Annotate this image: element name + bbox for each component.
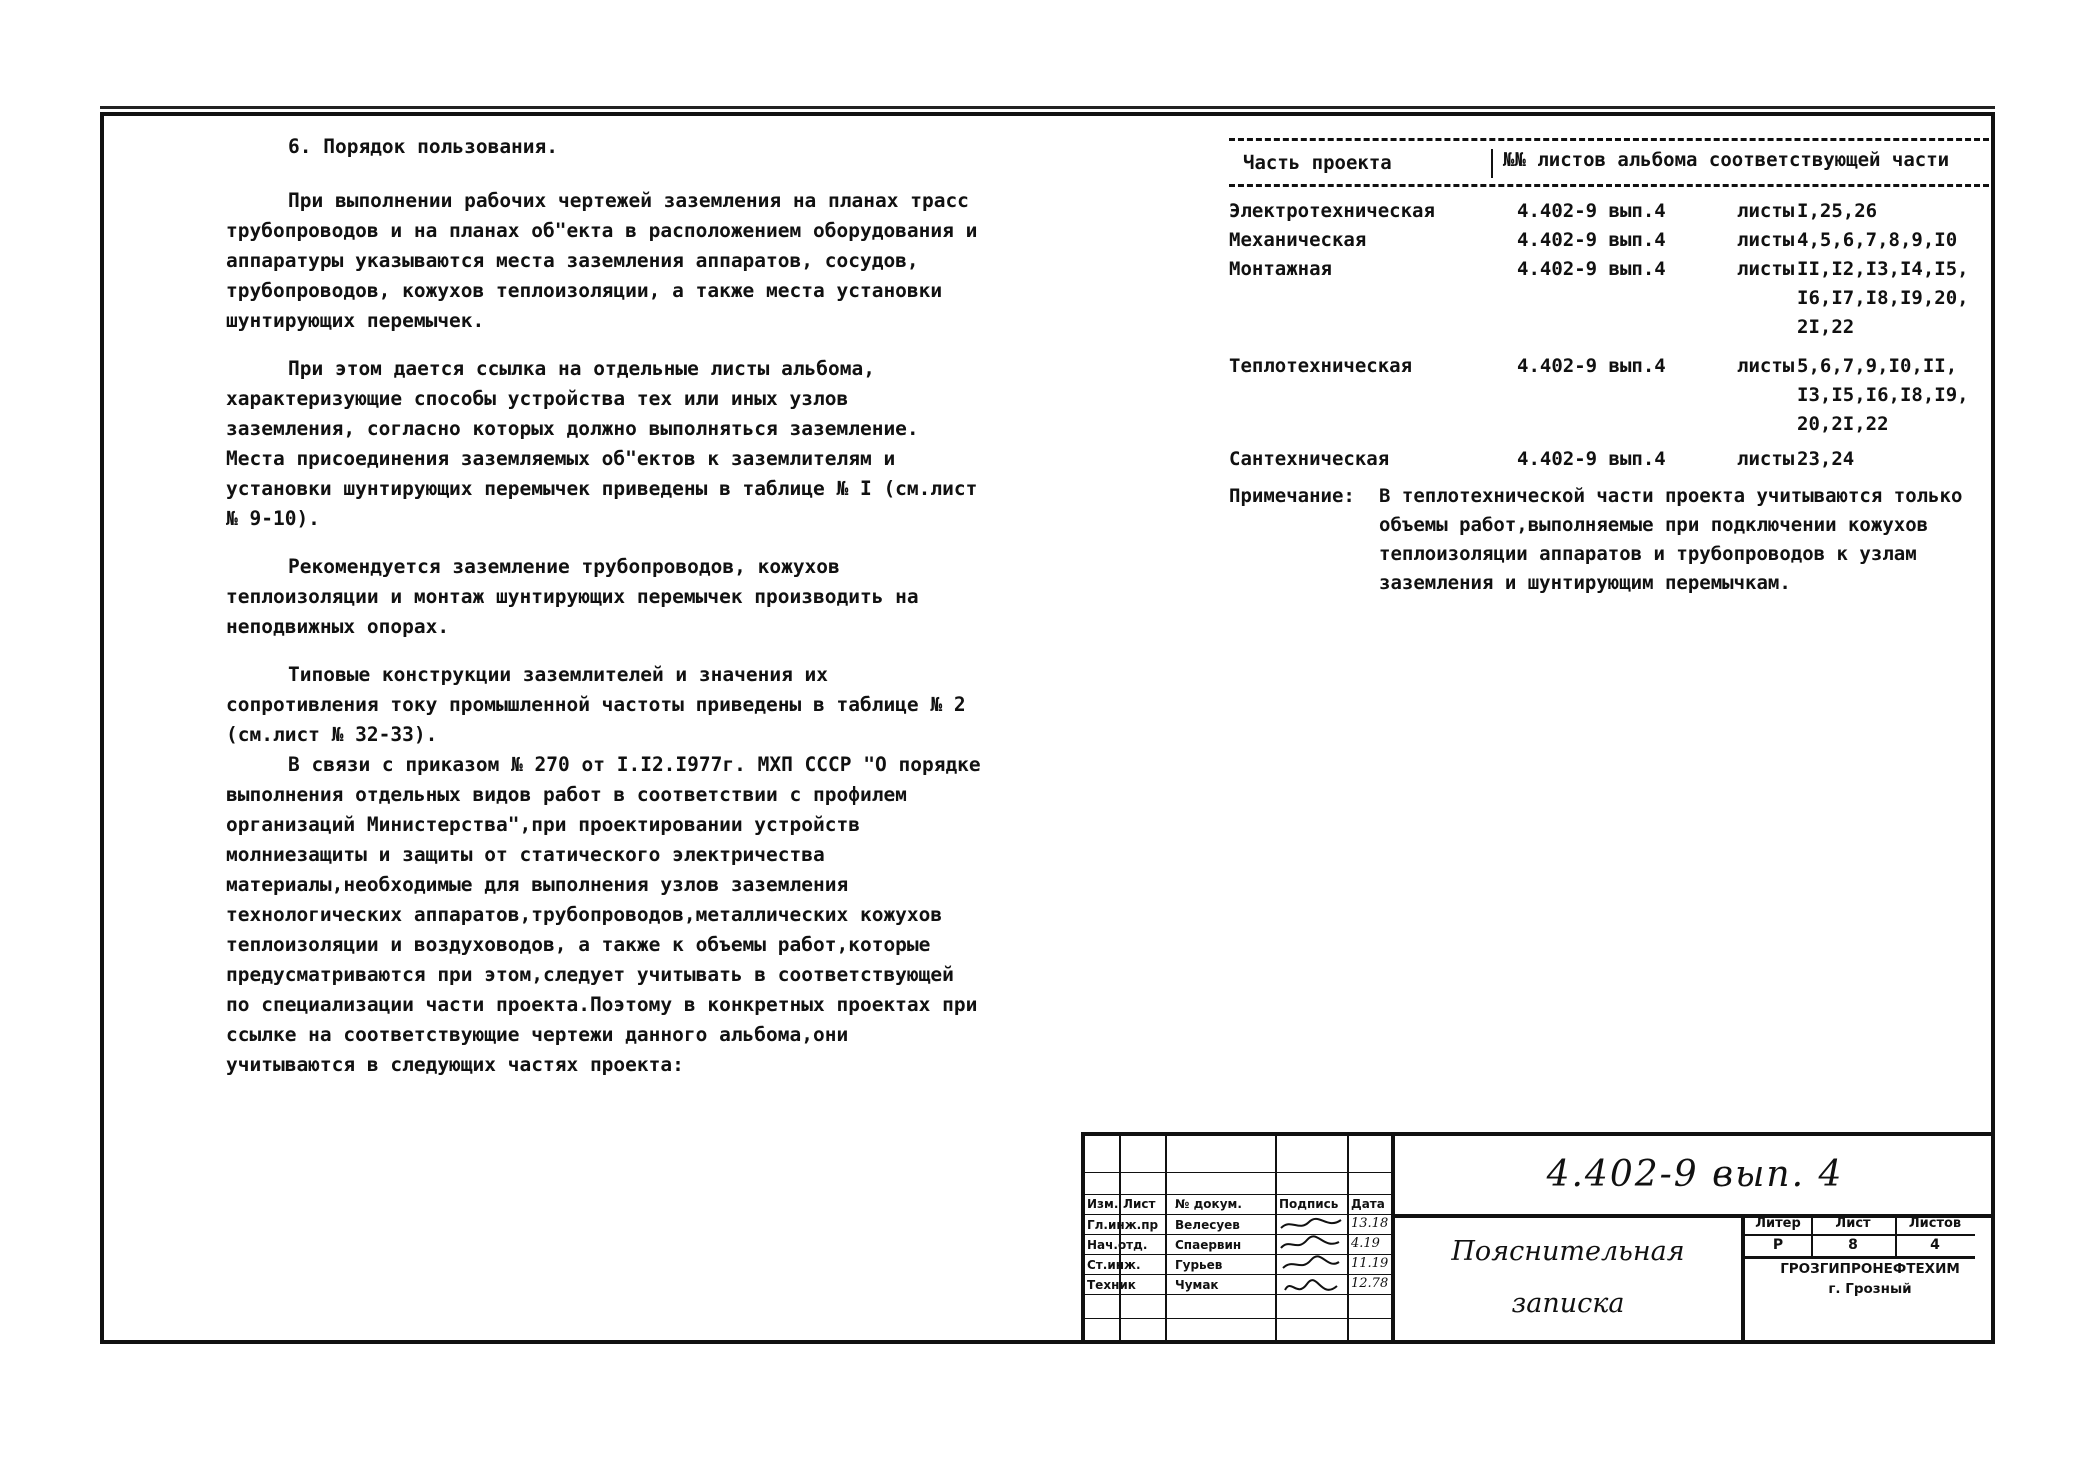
signature-4: [1285, 1280, 1337, 1290]
signature-1: [1281, 1219, 1341, 1228]
table-row: [1229, 226, 1989, 255]
row-ref: 4.402-9 вып.4: [1517, 200, 1666, 222]
row-ref: 4.402-9 вып.4: [1517, 229, 1666, 251]
organization: [1745, 1259, 1995, 1299]
litera-label: Литер: [1745, 1214, 1811, 1236]
paragraph-3: Рекомендуется заземление трубопроводов, кожухов теплоизоляции и монтаж шунтирующих перемычек производить на неподвижных опорах.: [226, 555, 919, 638]
header-sheets: №№ листов альбома соответствующей части: [1491, 149, 1989, 178]
signature-2: [1281, 1236, 1339, 1248]
name-3: Гурьев: [1175, 1258, 1223, 1272]
row-word: листы: [1737, 258, 1795, 280]
col-sign: Подпись: [1279, 1197, 1339, 1211]
title-block: [1081, 1132, 1995, 1344]
row-word: листы: [1737, 200, 1795, 222]
list-label: Лист: [1811, 1214, 1895, 1236]
row-part: Сантехническая: [1229, 448, 1390, 470]
date-4: 12.78: [1351, 1276, 1389, 1291]
name-1: Велесуев: [1175, 1218, 1240, 1232]
table-header: [1229, 141, 1989, 184]
document-code: 4.402-9 вып. 4: [1395, 1136, 1995, 1218]
row-sheets: 5,6,7,9,I0,II, I3,I5,I6,I8,I9, 20,2I,22: [1797, 355, 1969, 435]
row-ref: 4.402-9 вып.4: [1517, 355, 1666, 377]
sheet-meta: [1745, 1214, 1995, 1340]
section-heading: 6. Порядок пользования.: [288, 135, 559, 158]
paragraph-2: При этом дается ссылка на отдельные листы альбома, характеризующие способы устройства тех или иных узлов заземления, согласно которых должно выполняться заземление. Места присоединения заземляемых об"ектов к заземлителям и установки шунтирующих перемычек приведены в таблице № I (см.лист № 9-10).: [226, 357, 978, 530]
revision-grid: [1085, 1136, 1395, 1344]
row-sheets: 4,5,6,7,8,9,I0: [1797, 229, 1958, 251]
paragraph-4: Типовые конструкции заземлителей и значения их сопротивления току промышленной частоты приведены в таблице № 2 (см.лист № 32-33).: [226, 663, 966, 746]
row-part: Теплотехническая: [1229, 355, 1413, 377]
list-value: 8: [1811, 1234, 1895, 1259]
table-row: [1229, 445, 1989, 474]
row-ref: 4.402-9 вып.4: [1517, 448, 1666, 470]
title-line-2: записка: [1511, 1288, 1625, 1319]
table-row: [1229, 197, 1989, 226]
row-word: листы: [1737, 448, 1795, 470]
row-part: Механическая: [1229, 229, 1367, 251]
row-sheets: 23,24: [1797, 448, 1855, 470]
name-2: Спаервин: [1175, 1238, 1242, 1252]
org-city: г. Грозный: [1828, 1281, 1912, 1297]
note-text: В теплотехнической части проекта учитываются только объемы работ,выполняемые при подключении кожухов теплоизоляции аппаратов и трубопроводов к узлам заземления и шунтирующим перемычкам.: [1379, 485, 1963, 594]
row-sheets: I,25,26: [1797, 200, 1878, 222]
litera-value: Р: [1745, 1234, 1811, 1259]
date-3: 11.19: [1351, 1256, 1389, 1271]
role-senior: Ст.инж.: [1087, 1258, 1141, 1272]
col-list: Лист: [1123, 1197, 1156, 1211]
paragraph-5: В связи с приказом № 270 от I.I2.I977г. МХП СССР "О порядке выполнения отдельных видов работ в соответствии с профилем организаций Министерства",при проектировании устройств молниезащиты и защиты от статического электричества материалы,необходимые для выполнения узлов заземления технологических аппаратов,трубопроводов,металлических кожухов теплоизоляции и воздуховодов, а также к объемы работ,которые предусматриваются при этом,следует учитывать в соответствующей по специализации части проекта.Поэтому в конкретных проектах при ссылке на соответствующие чертежи данного альбома,они учитываются в следующих частях проекта:: [226, 753, 981, 1076]
role-head: Нач.отд.: [1087, 1238, 1148, 1252]
row-word: листы: [1737, 229, 1795, 251]
document-title: [1395, 1214, 1745, 1340]
col-doc: № докум.: [1175, 1197, 1242, 1211]
row-ref: 4.402-9 вып.4: [1517, 258, 1666, 280]
row-part: Электротехническая: [1229, 200, 1435, 222]
listov-label: Листов: [1895, 1214, 1975, 1236]
role-tech: Техник: [1087, 1278, 1136, 1292]
row-word: листы: [1737, 355, 1795, 377]
table-row: [1229, 352, 1989, 439]
signature-3: [1283, 1256, 1339, 1268]
table-header-divider: [1229, 184, 1989, 187]
signatures: [1277, 1214, 1345, 1318]
col-date: Дата: [1351, 1197, 1385, 1211]
drawing-sheet: [100, 112, 1995, 1344]
row-sheets: II,I2,I3,I4,I5, I6,I7,I8,I9,20, 2I,22: [1797, 258, 1969, 338]
explanatory-text: [226, 132, 986, 1098]
org-name: ГРОЗГИПРОНЕФТЕХИМ: [1780, 1261, 1960, 1277]
date-2: 4.19: [1351, 1236, 1380, 1251]
role-chief: Гл.инж.пр: [1087, 1218, 1159, 1232]
table-row: [1229, 255, 1989, 342]
title-line-1: Пояснительная: [1451, 1236, 1685, 1267]
listov-value: 4: [1895, 1234, 1975, 1259]
note-label: Примечание:: [1229, 485, 1355, 507]
col-izm: Изм.: [1087, 1197, 1119, 1211]
row-part: Монтажная: [1229, 258, 1332, 280]
header-part: Часть проекта: [1243, 152, 1392, 174]
parts-table: [1229, 138, 1989, 598]
name-4: Чумак: [1175, 1278, 1219, 1292]
table-note: [1229, 482, 1989, 598]
date-1: 13.18: [1351, 1216, 1389, 1231]
paragraph-1: При выполнении рабочих чертежей заземления на планах трасс трубопроводов и на планах об"екта в расположением оборудования и аппаратуры указываются места заземления аппаратов, сосудов, трубопроводов, кожухов теплоизоляции, а также места установки шунтирующих перемычек.: [226, 189, 978, 332]
